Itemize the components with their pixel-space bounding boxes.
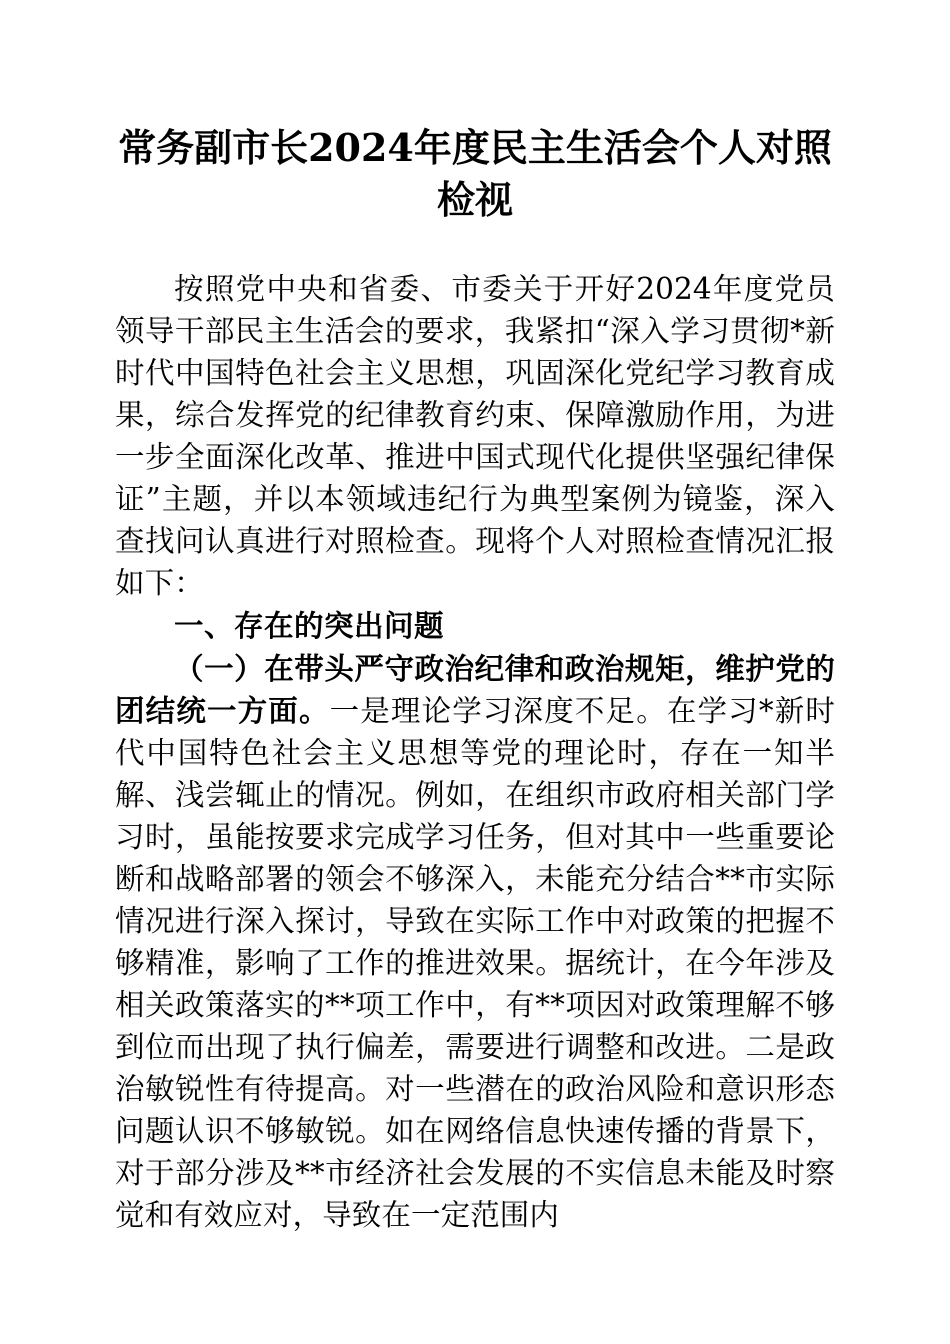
subsection-lead-1: （一）在带头严守政治纪律和政治规矩，维护党的团结统一方面。 (115, 651, 835, 728)
document-content (115, 0, 835, 1236)
page-title: 常务副市长2024年度民主生活会个人对照检视 (118, 125, 832, 222)
section-heading-1: 一、存在的突出问题 (174, 609, 445, 643)
intro-paragraph: 按照党中央和省委、市委关于开好2024年度党员领导干部民主生活会的要求，我紧扣“深入学习贯彻*新时代中国特色社会主义思想，巩固深化党纪学习教育成果，综合发挥党的纪律教育约束、保障激励作用，为进一步全面深化改革、推进中国式现代化提供坚强纪律保证”主题，并以本领域违纪行为典型案例为镜鉴，深入查找问认真进行对照检查。现将个人对照检查情况汇报如下： (115, 272, 835, 600)
subsection-body-1: 一是理论学习深度不足。在学习*新时代中国特色社会主义思想等党的理论时，存在一知半解、浅尝辄止的情况。例如，在组织市政府相关部门学习时，虽能按要求完成学习任务，但对其中一些重要论断和战略部署的领会不够深入，未能充分结合**市实际情况进行深入探讨，导致在实际工作中对政策的把握不够精准，影响了工作的推进效果。据统计，在今年涉及相关政策落实的**项工作中，有**项因对政策理解不够到位而出现了执行偏差，需要进行调整和改进。二是政治敏锐性有待提高。对一些潜在的政治风险和意识形态问题认识不够敏锐。如在网络信息快速传播的背景下，对于部分涉及**市经济社会发展的不实信息未能及时察觉和有效应对，导致在一定范围内 (115, 694, 835, 1232)
subsection-paragraph-1 (115, 648, 835, 1236)
